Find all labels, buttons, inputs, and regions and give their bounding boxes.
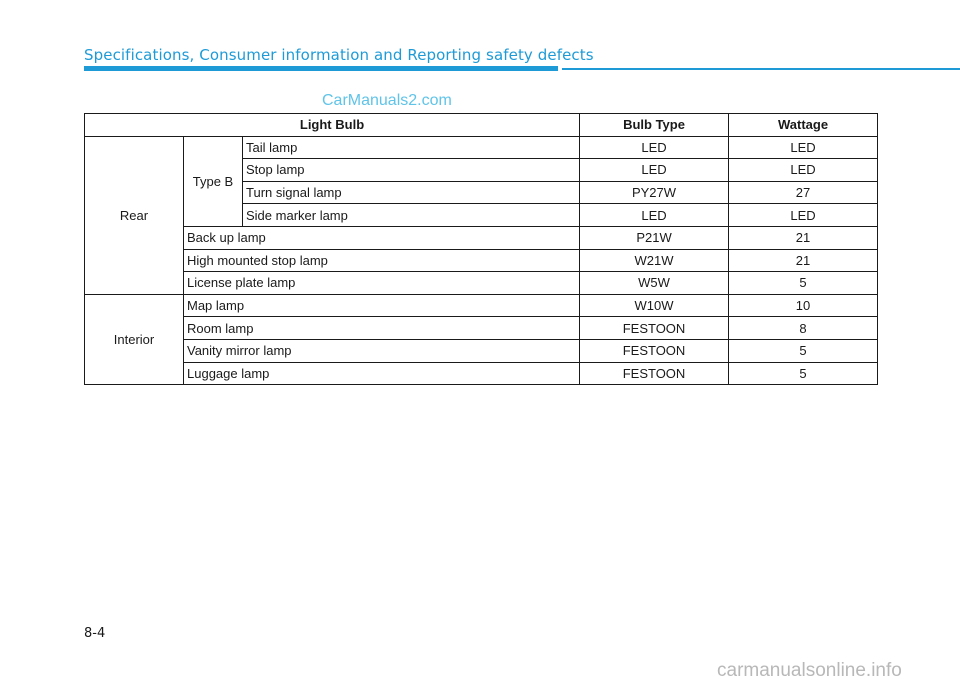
- bulb-type: LED: [580, 159, 729, 182]
- bulb-wattage: 10: [729, 294, 878, 317]
- bulb-wattage: LED: [729, 204, 878, 227]
- watermark-top: CarManuals2.com: [322, 92, 452, 109]
- bulb-wattage: 21: [729, 226, 878, 249]
- bulb-type: W10W: [580, 294, 729, 317]
- group-type-b: Type B: [184, 136, 243, 226]
- bulb-type: P21W: [580, 226, 729, 249]
- bulb-type: LED: [580, 204, 729, 227]
- bulb-name: Turn signal lamp: [243, 181, 580, 204]
- bulb-name: Stop lamp: [243, 159, 580, 182]
- bulb-name: Back up lamp: [184, 226, 580, 249]
- bulb-name: Tail lamp: [243, 136, 580, 159]
- table-row: [85, 226, 878, 249]
- bulb-wattage: 5: [729, 339, 878, 362]
- page-number: 8-4: [84, 626, 106, 641]
- bulb-wattage: LED: [729, 159, 878, 182]
- bulb-wattage: 8: [729, 317, 878, 340]
- bulb-type: LED: [580, 136, 729, 159]
- table-row: [85, 339, 878, 362]
- section-title: Specifications, Consumer information and Reporting safety defects: [84, 46, 594, 64]
- table-row: [85, 249, 878, 272]
- bulb-wattage: 5: [729, 272, 878, 295]
- bulb-type: FESTOON: [580, 362, 729, 385]
- light-bulb-spec-table: [84, 113, 878, 385]
- bulb-name: Vanity mirror lamp: [184, 339, 580, 362]
- bulb-name: Side marker lamp: [243, 204, 580, 227]
- header-wattage: Wattage: [729, 114, 878, 137]
- table-row: [85, 362, 878, 385]
- watermark-bottom: carmanualsonline.info: [717, 660, 902, 681]
- table-row: [85, 136, 878, 159]
- table-header-row: [85, 114, 878, 137]
- header-bulb-type: Bulb Type: [580, 114, 729, 137]
- bulb-type: FESTOON: [580, 339, 729, 362]
- bulb-wattage: 27: [729, 181, 878, 204]
- header-light-bulb: Light Bulb: [85, 114, 580, 137]
- bulb-wattage: 5: [729, 362, 878, 385]
- group-interior: Interior: [85, 294, 184, 384]
- bulb-name: High mounted stop lamp: [184, 249, 580, 272]
- bulb-type: W5W: [580, 272, 729, 295]
- bulb-type: W21W: [580, 249, 729, 272]
- table-row: [85, 294, 878, 317]
- table-row: [85, 272, 878, 295]
- bulb-wattage: LED: [729, 136, 878, 159]
- bulb-name: Map lamp: [184, 294, 580, 317]
- bulb-type: FESTOON: [580, 317, 729, 340]
- header-rule-thin: [562, 68, 960, 70]
- table-row: [85, 317, 878, 340]
- bulb-name: License plate lamp: [184, 272, 580, 295]
- group-rear: Rear: [85, 136, 184, 294]
- bulb-name: Luggage lamp: [184, 362, 580, 385]
- bulb-type: PY27W: [580, 181, 729, 204]
- bulb-name: Room lamp: [184, 317, 580, 340]
- header-rule-thick: [84, 66, 558, 71]
- bulb-wattage: 21: [729, 249, 878, 272]
